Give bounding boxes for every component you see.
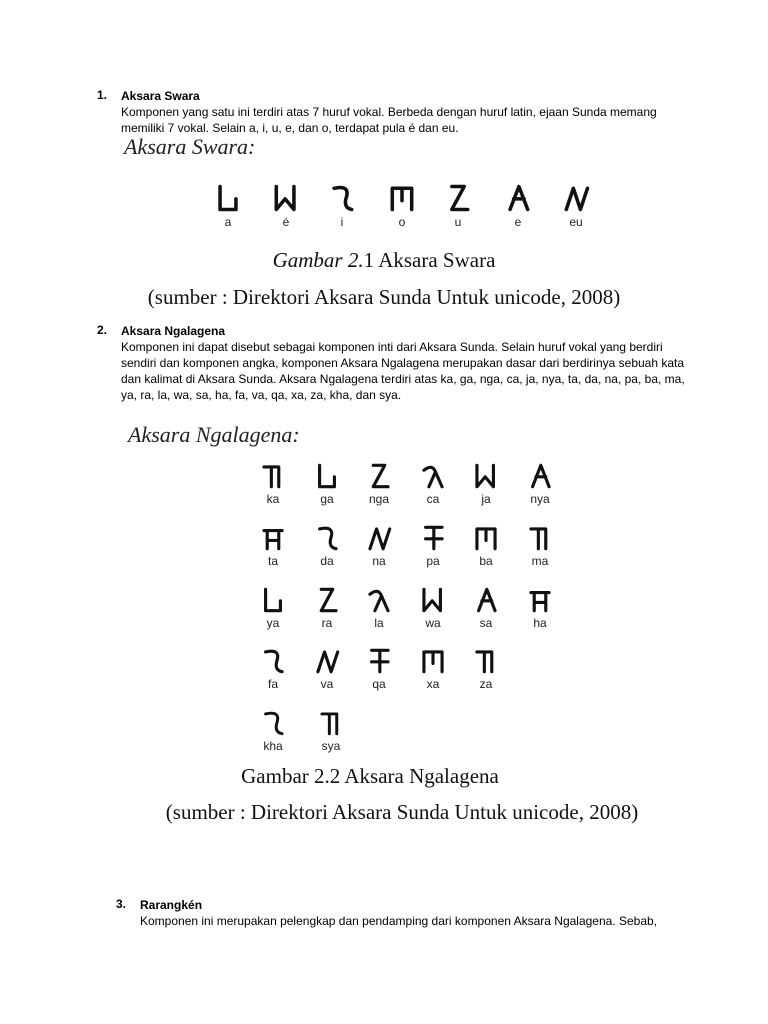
glyph-cell — [351, 586, 407, 630]
glyph-cell — [458, 524, 514, 568]
glyph-cell — [245, 709, 301, 753]
glyph-cell — [200, 183, 256, 229]
glyph-label: é — [282, 215, 290, 229]
glyph-cell — [490, 183, 546, 229]
glyph-label: wa — [425, 616, 441, 630]
glyph-stroke — [220, 187, 236, 210]
sundanese-glyph — [442, 183, 474, 213]
glyph-stroke — [370, 529, 390, 549]
glyph-label: i — [340, 215, 344, 229]
glyph-label: ba — [479, 554, 493, 568]
glyph-label: ka — [266, 492, 280, 506]
sundanese-glyph — [258, 647, 288, 675]
glyph-label: da — [320, 554, 334, 568]
figure-source: (sumber : Direktori Aksara Sunda Untuk unicode, 2008) — [147, 285, 621, 309]
glyph-stroke — [424, 652, 442, 672]
glyph-label: a — [224, 215, 232, 229]
glyph-cell — [245, 586, 301, 630]
sundanese-glyph — [258, 462, 288, 490]
glyph-label: xa — [426, 677, 440, 691]
glyph-label: o — [398, 215, 406, 229]
glyph-stroke — [266, 651, 282, 671]
glyph-cell — [512, 524, 568, 568]
glyph-label: e — [514, 215, 522, 229]
sundanese-glyph — [252, 709, 294, 737]
glyph-stroke — [372, 650, 388, 671]
glyph-cell — [458, 647, 514, 691]
glyph-stroke — [321, 589, 336, 610]
glyph-cell — [299, 524, 355, 568]
glyph-label: ga — [320, 492, 334, 506]
glyph-stroke — [533, 465, 549, 486]
figure-title: Aksara Swara: — [124, 134, 256, 159]
sundanese-glyph — [258, 586, 288, 614]
sundanese-glyph — [364, 462, 394, 490]
glyph-stroke — [424, 467, 442, 486]
glyph-cell — [512, 462, 568, 506]
glyph-label: ya — [266, 616, 280, 630]
section-heading: Aksara Ngalagena — [121, 324, 226, 338]
sundanese-glyph — [310, 709, 352, 737]
sundanese-glyph — [326, 183, 358, 213]
glyph-cell — [351, 462, 407, 506]
glyph-stroke — [531, 593, 549, 611]
glyph-label: pa — [426, 554, 440, 568]
glyph-label: qa — [372, 677, 386, 691]
glyph-label: za — [479, 677, 493, 691]
sundanese-glyph — [525, 586, 555, 614]
glyph-stroke — [392, 188, 411, 209]
glyph-cell — [548, 183, 604, 229]
glyph-cell — [405, 462, 461, 506]
caption-rest: 1 Aksara Swara — [363, 248, 496, 272]
list-number-2: 2. — [97, 323, 108, 337]
sundanese-glyph — [502, 183, 534, 213]
glyph-stroke — [334, 188, 352, 210]
glyph-stroke — [479, 589, 495, 610]
glyph-label: va — [320, 677, 334, 691]
glyph-cell — [405, 647, 461, 691]
glyph-label: u — [454, 215, 462, 229]
glyph-label: ja — [481, 492, 491, 506]
sundanese-glyph — [364, 586, 394, 614]
paragraph-line: Komponen yang satu ini terdiri atas 7 huruf vokal. Berbeda dengan huruf latin, ejaan Sunda memang — [121, 105, 657, 119]
sundanese-glyph — [364, 647, 394, 675]
sundanese-glyph — [312, 524, 342, 552]
sundanese-glyph — [312, 647, 342, 675]
glyph-label: na — [372, 554, 386, 568]
glyph-label: sa — [479, 616, 493, 630]
glyph-stroke — [264, 467, 279, 487]
figure-source: (sumber : Direktori Aksara Sunda Untuk unicode, 2008) — [165, 800, 639, 824]
glyph-cell — [314, 183, 370, 229]
glyph-cell — [245, 462, 301, 506]
glyph-cell — [258, 183, 314, 229]
section-heading: Aksara Swara — [121, 89, 200, 103]
glyph-stroke — [320, 465, 335, 486]
figure-caption — [0, 248, 768, 273]
glyph-stroke — [318, 652, 338, 672]
sundanese-glyph — [471, 586, 501, 614]
glyph-label: ca — [426, 492, 440, 506]
paragraph-line: Komponen ini merupakan pelengkap dan pendamping dari komponen Aksara Ngalagena. Sebab, — [140, 914, 658, 928]
paragraph-line: Komponen ini dapat disebut sebagai komponen inti dari Aksara Sunda. Selain huruf vokal yang berdiri — [121, 340, 663, 354]
section-aksara-swara — [121, 88, 681, 136]
glyph-cell — [299, 462, 355, 506]
list-number-3: 3. — [116, 897, 127, 911]
figure-caption: Gambar 2.2 Aksara Ngalagena — [241, 764, 499, 788]
glyph-stroke — [477, 465, 493, 486]
glyph-label: nga — [368, 492, 390, 506]
sundanese-glyph — [386, 183, 418, 213]
glyph-cell — [299, 586, 355, 630]
glyph-cell — [351, 524, 407, 568]
glyph-stroke — [320, 528, 336, 548]
glyph-stroke — [266, 713, 282, 733]
paragraph-line: ya, ra, la, wa, sa, ha, fa, va, qa, xa, za, kha, dan sya. — [121, 388, 402, 402]
glyph-stroke — [264, 531, 282, 549]
sundanese-glyph — [471, 647, 501, 675]
sundanese-glyph — [312, 586, 342, 614]
glyph-stroke — [566, 188, 587, 209]
glyph-cell — [245, 647, 301, 691]
sundanese-glyph — [560, 183, 592, 213]
sundanese-glyph — [471, 524, 501, 552]
section-aksara-ngalagena — [121, 323, 701, 403]
sundanese-glyph — [418, 647, 448, 675]
paragraph-line: memiliki 7 vokal. Selain a, i, u, e, dan o, terdapat pula é dan eu. — [121, 121, 459, 135]
glyph-stroke — [531, 529, 546, 549]
glyph-label: ta — [267, 554, 278, 568]
section-heading: Rarangkén — [140, 898, 203, 912]
glyph-label: la — [374, 616, 384, 630]
list-number-1: 1. — [97, 88, 108, 102]
paragraph-line: sendiri dan komponen angka, komponen Aksara Ngalagena merupakan dasar dari berdirinya sebuah kata — [121, 356, 685, 370]
glyph-label: eu — [569, 215, 583, 229]
glyph-cell — [299, 647, 355, 691]
glyph-label: nya — [530, 492, 550, 506]
sundanese-glyph — [418, 524, 448, 552]
sundanese-glyph — [418, 586, 448, 614]
glyph-cell — [374, 183, 430, 229]
sundanese-glyph — [212, 183, 244, 213]
glyph-stroke — [426, 527, 442, 548]
glyph-cell — [351, 647, 407, 691]
sundanese-glyph — [364, 524, 394, 552]
figure-title: Aksara Ngalagena: — [128, 422, 300, 447]
caption-italic-part: Gambar 2. — [272, 248, 364, 272]
glyph-stroke — [424, 589, 440, 610]
glyph-cell — [405, 524, 461, 568]
glyph-cell — [458, 586, 514, 630]
glyph-stroke — [452, 187, 468, 210]
sundanese-glyph — [258, 524, 288, 552]
glyph-cell — [458, 462, 514, 506]
paragraph-line: dan kalimat di Aksara Sunda. Aksara Ngalagena terdiri atas ka, ga, nga, ca, ja, nya, ta, da, na, pa, ba, ma, — [121, 372, 685, 386]
glyph-stroke — [477, 529, 495, 549]
glyph-cell — [430, 183, 486, 229]
sundanese-glyph — [270, 183, 302, 213]
sundanese-glyph — [525, 462, 555, 490]
glyph-label: sya — [321, 739, 341, 753]
sundanese-glyph — [525, 524, 555, 552]
sundanese-glyph — [312, 462, 342, 490]
glyph-stroke — [370, 591, 388, 610]
glyph-stroke — [322, 714, 337, 734]
glyph-label: fa — [267, 677, 278, 691]
glyph-stroke — [266, 589, 281, 610]
glyph-stroke — [276, 187, 294, 210]
glyph-stroke — [510, 187, 528, 210]
glyph-label: ra — [321, 616, 333, 630]
glyph-label: ha — [533, 616, 547, 630]
glyph-label: kha — [263, 739, 283, 753]
glyph-cell — [512, 586, 568, 630]
sundanese-glyph — [471, 462, 501, 490]
glyph-label: ma — [531, 554, 549, 568]
glyph-cell — [245, 524, 301, 568]
glyph-cell — [303, 709, 359, 753]
glyph-stroke — [477, 652, 492, 672]
glyph-stroke — [373, 465, 388, 486]
glyph-cell — [405, 586, 461, 630]
section-rarangken — [140, 897, 700, 929]
sundanese-glyph — [418, 462, 448, 490]
